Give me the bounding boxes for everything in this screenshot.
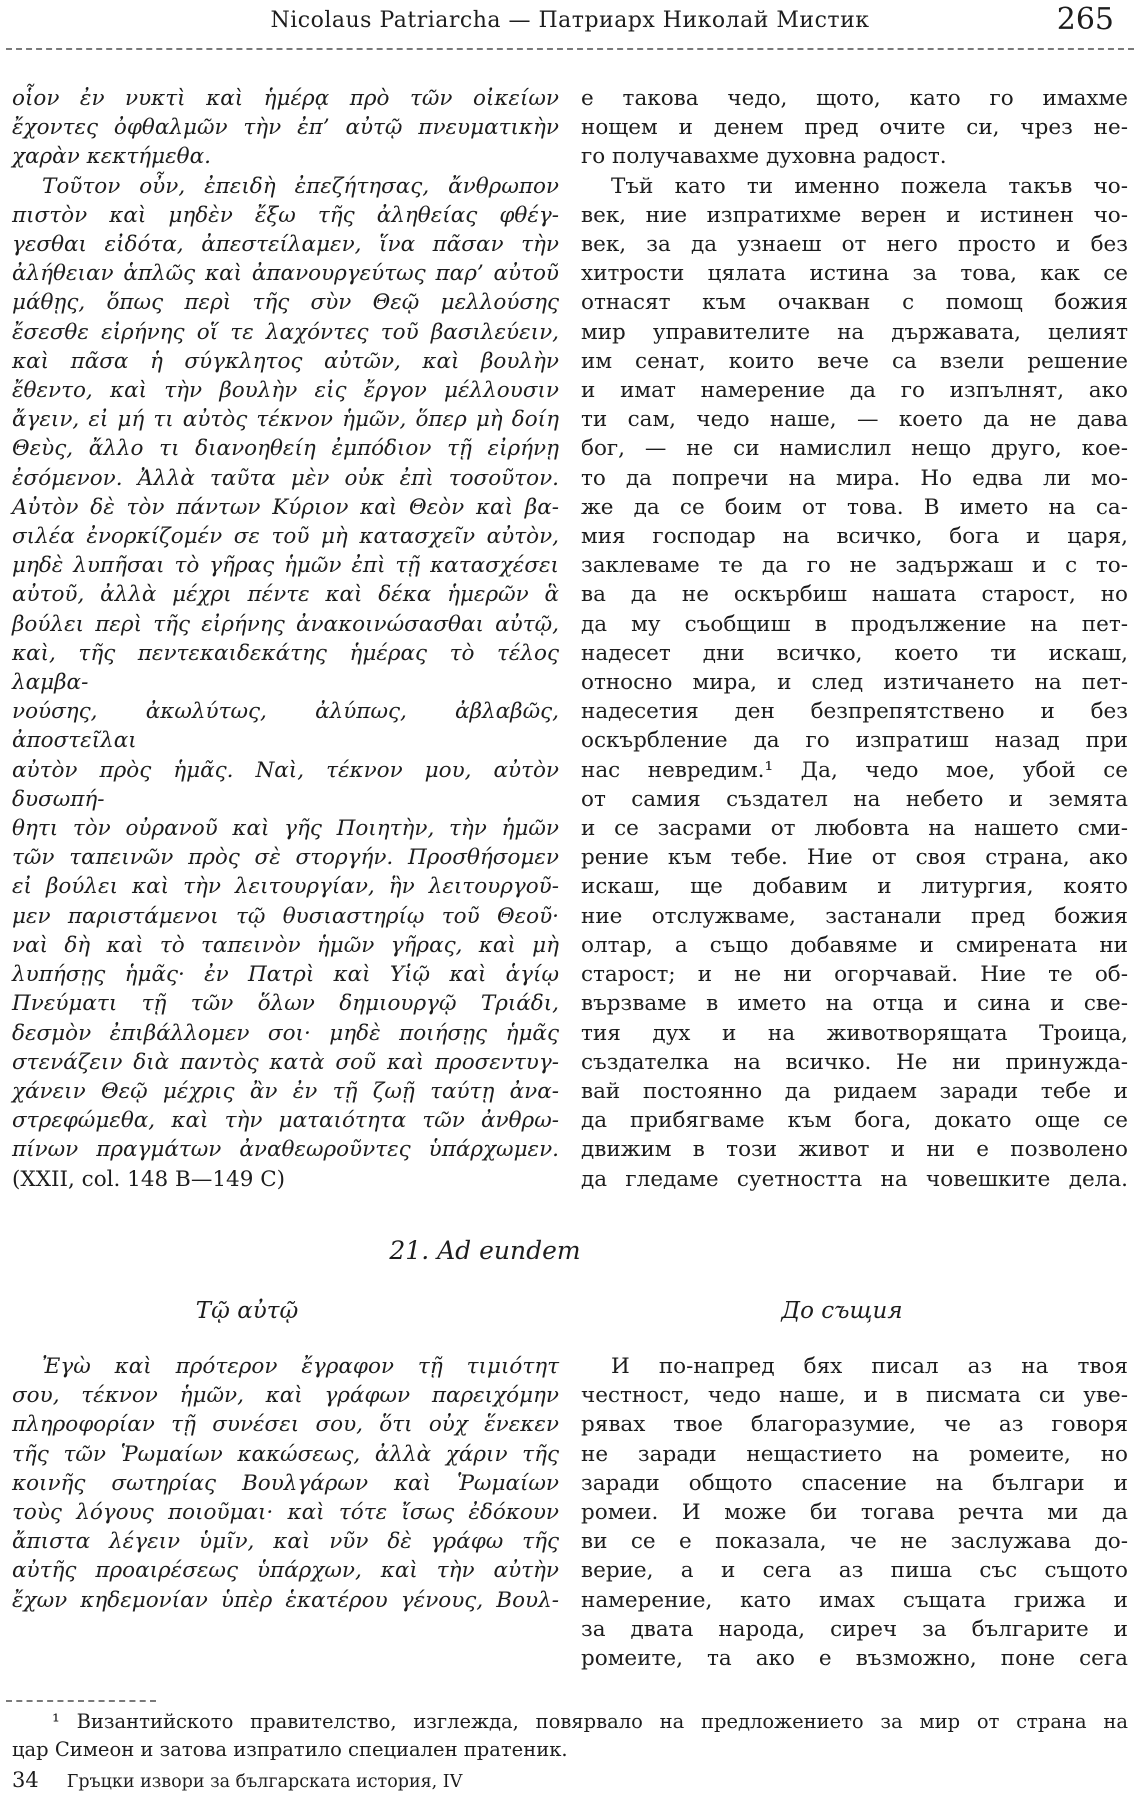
text-line: заклеваме те да го не задържаш и с то- bbox=[581, 553, 1128, 579]
text-line: им сенат, които вече са взели решение bbox=[581, 348, 1128, 374]
text-line: αὐτὸν πρὸς ἡμᾶς. Ναὶ, τέκνον μου, αὐτὸν δυσωπή- bbox=[12, 757, 559, 812]
text-line: ἔχων κηδεμονίαν ὑπὲρ ἑκατέρου γένους, Βουλ- bbox=[12, 1587, 559, 1613]
text-line: искаш, ще добавим и литургия, която bbox=[581, 874, 1128, 900]
text-line: относно мира, и след изтичането на пет- bbox=[581, 670, 1128, 696]
text-line: век, за да узнаеш от него просто и без bbox=[581, 232, 1128, 258]
text-line: Αὐτὸν δὲ τὸν πάντων Κύριον καὶ Θεὸν καὶ βα- bbox=[12, 494, 559, 520]
text-line: μάθῃς, ὅπως περὶ τῆς σὺν Θεῷ μελλούσης bbox=[12, 290, 559, 316]
text-line: θητι τὸν οὐρανοῦ καὶ γῆς Ποιητὴν, τὴν ἡμῶν bbox=[12, 816, 559, 842]
text-line: век, ние изпратихме верен и истинен чо- bbox=[581, 202, 1128, 228]
page-number: 265 bbox=[1056, 2, 1114, 37]
text-line: го получавахме духовна радост. bbox=[581, 144, 947, 170]
bulgarian-column bbox=[581, 1352, 1128, 1673]
text-line: Ἐγὼ καὶ πρότερον ἔγραφον τῇ τιμιότητ bbox=[42, 1354, 559, 1379]
text-line: ние отслужваме, застанали пред божия bbox=[581, 903, 1128, 929]
text-line: цар Симеон и затова изпратило специален пратеник. bbox=[12, 1737, 568, 1761]
text-line: създателка на всичко. Не ни принужда- bbox=[581, 1049, 1128, 1075]
text-line: τῶν ταπεινῶν πρὸς σὲ στοργήν. Προσθήσομεν bbox=[12, 845, 559, 871]
text-line: στρεφώμεθα, καὶ τὴν ματαιότητα τῶν ἀνθρω- bbox=[12, 1108, 559, 1134]
text-line: Πνεύματι τῇ τῶν ὅλων δημιουργῷ Τριάδι, bbox=[12, 991, 559, 1017]
text-line: ἐσόμενον. Ἀλλὰ ταῦτα μὲν οὐκ ἐπὶ τοσοῦτον. bbox=[12, 465, 559, 491]
footer-signature-number: 34 bbox=[12, 1768, 39, 1792]
text-line: нощем и денем пред очите си, чрез не- bbox=[581, 115, 1128, 141]
text-line: то да попречи на мира. Но едва ли мо- bbox=[581, 465, 1128, 491]
text-line: (XXII, col. 148 B—149 C) bbox=[12, 1166, 286, 1192]
text-line: честност, чедо наше, и в писмата си уве- bbox=[581, 1383, 1128, 1409]
text-line: πληροφορίαν τῇ συνέσει σου, ὅτι οὐχ ἕνεκεν bbox=[12, 1412, 559, 1438]
text-line: πίνων πραγμάτων ἀναθεωροῦντες ὑπάρχωμεν. bbox=[12, 1137, 559, 1163]
text-line: μεν παριστάμενοι τῷ θυσιαστηρίῳ τοῦ Θεοῦ· bbox=[12, 903, 559, 929]
text-line: заради общото спасение на българи и bbox=[581, 1470, 1128, 1496]
text-line: от самия създател на небето и земята bbox=[581, 786, 1128, 812]
text-line: ¹ Византийското правителство, изглежда, повярвало на предложението за мир от страна на bbox=[52, 1710, 1128, 1733]
text-line: верие, а и сега аз пиша със същото bbox=[581, 1558, 1128, 1584]
section-heading: 21. Ad eundem bbox=[389, 1236, 581, 1265]
header-rule bbox=[6, 48, 1134, 50]
text-line: бог, — не си намислил нещо друго, кое- bbox=[581, 436, 1128, 462]
text-line: ромеи. И може би тогава речта ми да bbox=[581, 1500, 1128, 1526]
running-head: Nicolaus Patriarcha — Патриарх Николай Мистик bbox=[270, 8, 870, 33]
text-line: надесет дни всичко, което ти искаш, bbox=[581, 640, 1128, 666]
text-line: хитрости цялата истина за това, как се bbox=[581, 261, 1128, 287]
letter-21-text bbox=[12, 1352, 1128, 1673]
text-line: движим в този живот и ни е позволено bbox=[581, 1137, 1128, 1163]
text-line: Θεὺς, ἄλλο τι διανοηθείη ἐμπόδιον τῇ εἰρήνῃ bbox=[12, 436, 559, 462]
text-line: надесетия ден безпрепятствено и без bbox=[581, 699, 1128, 725]
text-line: ἀλήθειαν ἁπλῶς καὶ ἀπανουργεύτως παρ’ αὐτοῦ bbox=[12, 261, 559, 287]
text-line: мир управителите на държавата, целият bbox=[581, 319, 1128, 345]
text-line: ти сам, чедо наше, — което да не дава bbox=[581, 407, 1128, 433]
text-line: за двата народа, сиреч за българите и bbox=[581, 1616, 1128, 1642]
footer-series-title: Гръцки извори за българската история, IV bbox=[66, 1772, 463, 1792]
text-line: тия дух и на животворящата Троица, bbox=[581, 1020, 1128, 1046]
text-line: ἄπιστα λέγειν ὑμῖν, καὶ νῦν δὲ γράφω τῆς bbox=[12, 1529, 559, 1555]
text-line: νούσης, ἀκωλύτως, ἀλύπως, ἀβλαβῶς, ἀποστεῖλαι bbox=[12, 699, 559, 754]
text-line: Τοῦτον οὖν, ἐπειδὴ ἐπεζήτησας, ἄνθρωπον bbox=[42, 173, 559, 199]
text-line: оскърбление да го изпратиш назад при bbox=[581, 728, 1128, 754]
text-line: μηδὲ λυπῆσαι τὸ γῆρας ἡμῶν ἐπὶ τῇ κατασχέσει bbox=[12, 553, 559, 579]
text-line: λυπήσῃς ἡμᾶς· ἐν Πατρὶ καὶ Υἱῷ καὶ ἁγίῳ bbox=[12, 962, 559, 988]
letter-20-text bbox=[12, 84, 1128, 1194]
text-line: мия господар на всичко, бога и царя, bbox=[581, 524, 1128, 550]
text-line: вързваме в името на отца и сина и све- bbox=[581, 991, 1128, 1017]
text-line: и се засрами от любовта на нашето сми- bbox=[581, 816, 1128, 842]
bulgarian-subheading: До същия bbox=[781, 1298, 903, 1324]
text-line: ромеите, та ако е възможно, поне сега bbox=[581, 1646, 1128, 1672]
text-line: да гледаме суетността на човешките дела. bbox=[581, 1166, 1128, 1192]
greek-subheading: Τῷ αὐτῷ bbox=[195, 1298, 299, 1324]
text-line: οἷον ἐν νυκτὶ καὶ ἡμέρᾳ πρὸ τῶν οἰκείων bbox=[12, 86, 559, 111]
text-line: не заради нещастието на ромеите, но bbox=[581, 1441, 1128, 1467]
text-line: ἔσεσθε εἰρήνης οἵ τε λαχόντες τοῦ βασιλεύειν, bbox=[12, 319, 559, 345]
text-line: и имат намерение да го изпълнят, ако bbox=[581, 378, 1128, 404]
text-line: рявах твое благоразумие, че аз говоря bbox=[581, 1412, 1128, 1438]
text-line: Тъй като ти именно пожела такъв чо- bbox=[611, 173, 1128, 199]
text-line: πιστὸν καὶ μηδὲν ἔξω τῆς ἀληθείας φθέγ- bbox=[12, 202, 559, 228]
text-line: ναὶ δὴ καὶ τὸ ταπεινὸν ἡμῶν γῆρας, καὶ μὴ bbox=[12, 932, 559, 958]
text-line: е такова чедо, щото, като го имахме bbox=[581, 86, 1128, 111]
text-line: рение към тебе. Ние от своя страна, ако bbox=[581, 845, 1128, 871]
text-line: αὐτοῦ, ἀλλὰ μέχρι πέντε καὶ δέκα ἡμερῶν ἃ bbox=[12, 582, 559, 608]
text-line: χαρὰν κεκτήμεθα. bbox=[12, 144, 211, 170]
text-line: ἄγειν, εἰ μή τι αὐτὸς τέκνον ἡμῶν, ὅπερ μὴ δοίη bbox=[12, 407, 559, 433]
footnote bbox=[12, 1708, 1128, 1763]
greek-column bbox=[12, 84, 559, 1194]
text-line: δεσμὸν ἐπιβάλλομεν σοι· μηδὲ ποιήσῃς ἡμᾶς bbox=[12, 1020, 559, 1046]
text-line: нас невредим.¹ Да, чедо мое, убой се bbox=[581, 757, 1128, 783]
text-line: олтар, а също добавяме и смирената ни bbox=[581, 932, 1128, 958]
text-line: ἔχοντες ὀφθαλμῶν τὴν ἐπ’ αὐτῷ πνευματικὴν bbox=[12, 115, 559, 141]
text-line: στενάζειν διὰ παντὸς κατὰ σοῦ καὶ προσεντυγ- bbox=[12, 1049, 559, 1075]
text-line: ἔθεντο, καὶ τὴν βουλὴν εἰς ἔργον μέλλουσιν bbox=[12, 378, 559, 404]
text-line: старост; и не ни огорчавай. Ние те об- bbox=[581, 962, 1128, 988]
text-line: καὶ, τῆς πεντεκαιδεκάτης ἡμέρας τὸ τέλος λαμβα- bbox=[12, 640, 559, 696]
text-line: отнасят към очакван с помощ божия bbox=[581, 290, 1128, 316]
text-line: да прибягваме към бога, докато още се bbox=[581, 1108, 1128, 1134]
text-line: σου, τέκνον ἡμῶν, καὶ γράφων παρειχόμην bbox=[12, 1383, 559, 1409]
text-line: σιλέα ἐνορκίζομέν σε τοῦ μὴ κατασχεῖν αὐτὸν, bbox=[12, 524, 559, 550]
text-line: αὐτῆς προαιρέσεως ὑπάρχων, καὶ τὴν αὐτὴν bbox=[12, 1558, 559, 1584]
text-line: да му съобщиш в продължение на пет- bbox=[581, 611, 1128, 637]
greek-column bbox=[12, 1352, 559, 1673]
text-line: καὶ πᾶσα ἡ σύγκλητος αὐτῶν, καὶ βουλὴν bbox=[12, 348, 559, 374]
text-line: εἰ βούλει καὶ τὴν λειτουργίαν, ἣν λειτουργοῦ- bbox=[12, 874, 559, 900]
bulgarian-column bbox=[581, 84, 1128, 1194]
text-line: χάνειν Θεῷ μέχρις ἂν ἐν τῇ ζωῇ ταύτῃ ἀνα- bbox=[12, 1078, 559, 1104]
text-line: же да се боим от това. В името на са- bbox=[581, 494, 1128, 520]
text-line: βούλει περὶ τῆς εἰρήνης ἀνακοινώσασθαι αὐτῷ, bbox=[12, 611, 559, 637]
text-line: вай постоянно да ридаем заради тебе и bbox=[581, 1078, 1128, 1104]
footnote-separator bbox=[6, 1700, 156, 1702]
page-footer bbox=[12, 1768, 462, 1792]
text-line: γεσθαι εἰδότα, ἀπεστείλαμεν, ἵνα πᾶσαν τὴν bbox=[12, 232, 559, 258]
text-line: намерение, като имах същата грижа и bbox=[581, 1587, 1128, 1613]
text-line: ва да не оскърбиш нашата старост, но bbox=[581, 582, 1128, 608]
text-line: τῆς τῶν Ῥωμαίων κακώσεως, ἀλλὰ χάριν τῆς bbox=[12, 1441, 559, 1467]
text-line: τοὺς λόγους ποιοῦμαι· καὶ τότε ἴσως ἐδόκουν bbox=[12, 1500, 559, 1526]
text-line: ви се е показала, че не заслужава до- bbox=[581, 1529, 1128, 1555]
text-line: κοινῆς σωτηρίας Βουλγάρων καὶ Ῥωμαίων bbox=[12, 1470, 559, 1496]
text-line: И по-напред бях писал аз на твоя bbox=[611, 1354, 1128, 1379]
